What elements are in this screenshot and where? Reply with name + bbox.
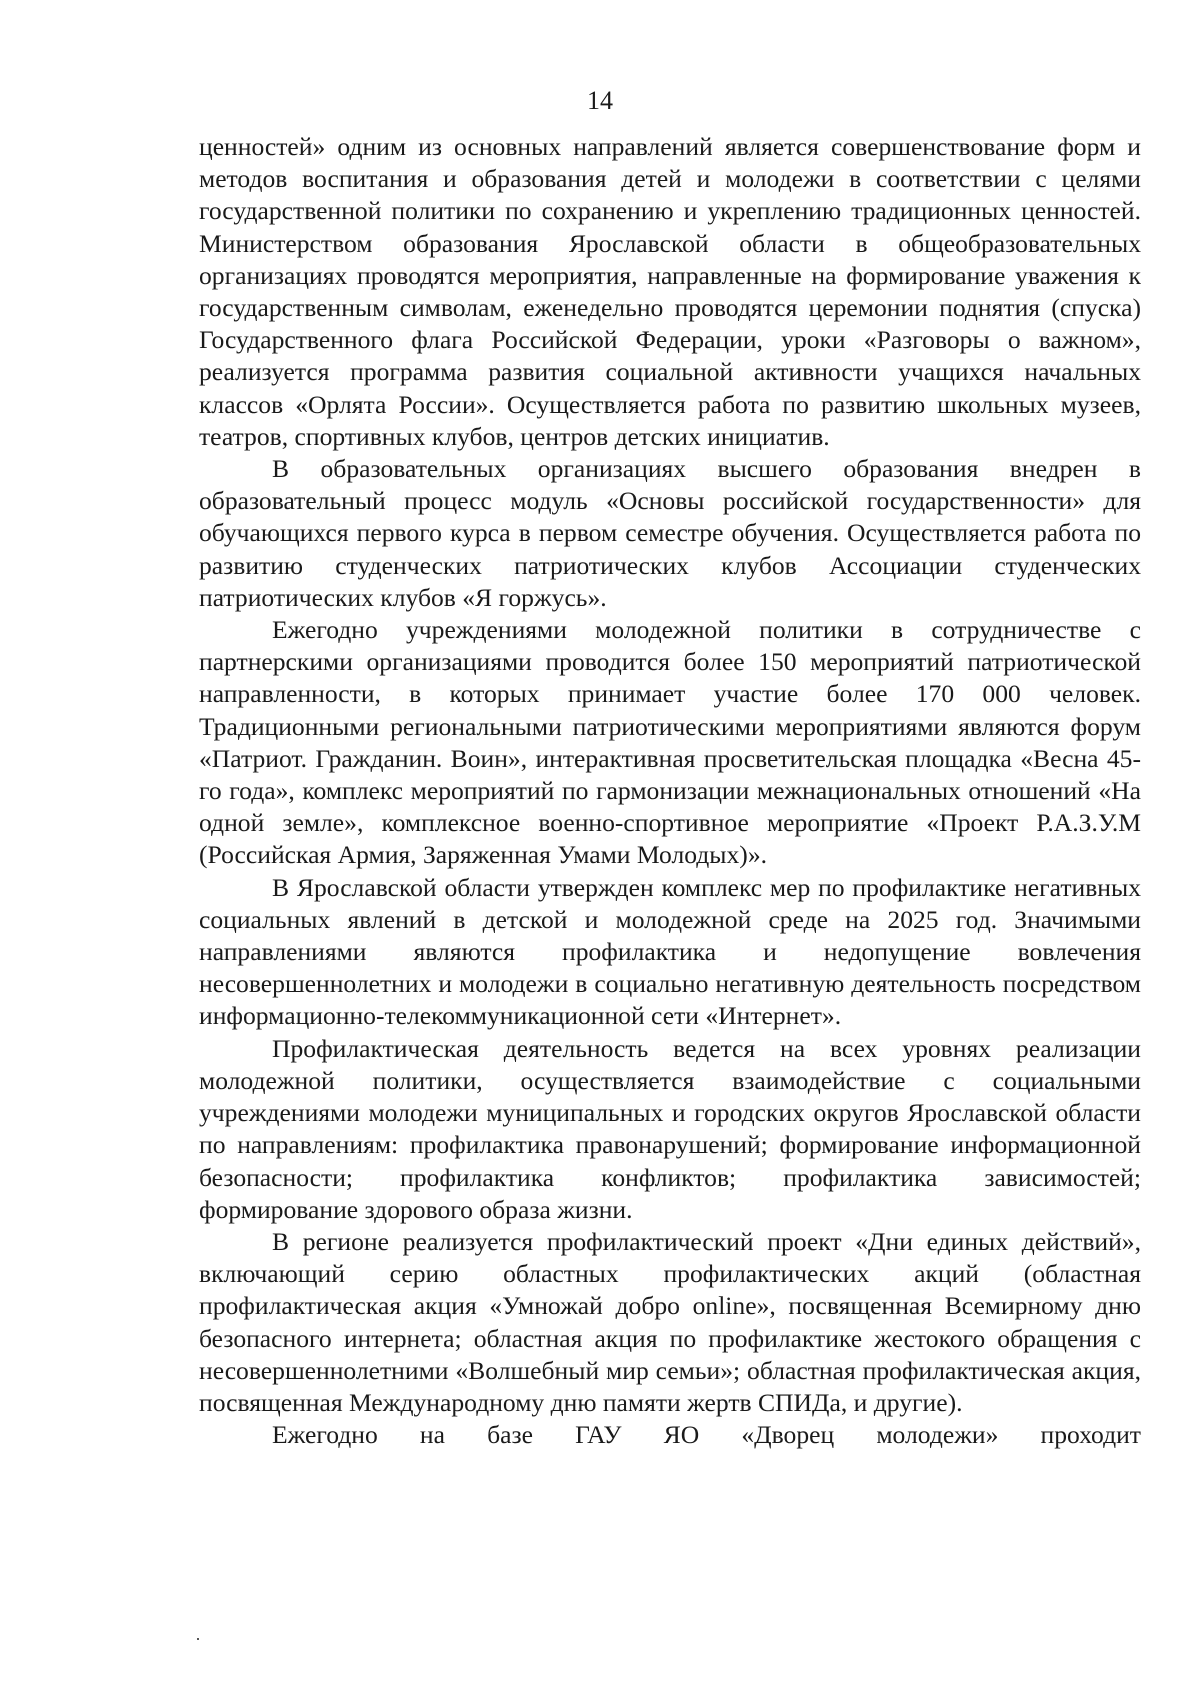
document-body [199,131,1141,1451]
paragraph-higher-education: В образовательных организациях высшего образования внедрен в образовательный процесс модуль «Основы российской государственности» для обучающихся первого курса в первом семестре обучения. Осуществляется работа по развитию студенческих патриотических клубов Ассоциации студенческих патриотических клубов «Я горжусь». [199,454,1141,612]
page-number: 14 [587,86,613,115]
scan-speck [197,1638,199,1640]
paragraph-youth-palace: Ежегодно на базе ГАУ ЯО «Дворец молодежи» проходит [272,1420,1141,1450]
paragraph-prevention-measures: В Ярославской области утвержден комплекс мер по профилактике негативных социальных явлений в детской и молодежной среде на 2025 год. Значимыми направлениями являются профилактика и недопущение вовлечения несовершеннолетних и молодежи в социально негативную деятельность посредством информационно-телекоммуникационной сети «Интернет». [199,872,1141,1031]
paragraph-continuation: ценностей» одним из основных направлений является совершенствование форм и методов воспитания и образования детей и молодежи в соответствии с целями государственной политики по сохранению и укреплению традиционных ценностей. Министерством образования Ярославской области в общеобразовательных организациях проводятся мероприятия, направленные на формирование уважения к государственным символам, еженедельно проводятся церемонии поднятия (спуска) Государственного флага Российской Федерации, уроки «Разговоры о важном», реализуется программа развития социальной активности учащихся начальных классов «Орлята России». Осуществляется работа по развитию школьных музеев, театров, спортивных клубов, центров детских инициатив. [199,132,1141,451]
paragraph-patriotic-events: Ежегодно учреждениями молодежной политики в сотрудничестве с партнерскими организациями проводится более 150 мероприятий патриотической направленности, в которых принимает участие более 170 000 человек. Традиционными региональными патриотическими мероприятиями являются форум «Патриот. Гражданин. Воин», интерактивная просветительская площадка «Весна 45-го года», комплекс мероприятий по гармонизации межнациональных отношений «На одной земле», комплексное военно-спортивное мероприятие «Проект Р.А.З.У.М (Российская Армия, Заряженная Умами Молодых)». [199,615,1141,870]
paragraph-unified-action-days: В регионе реализуется профилактический проект «Дни единых действий», включающий серию областных профилактических акций (областная профилактическая акция «Умножай добро online», посвященная Всемирному дню безопасного интернета; областная акция по профилактике жестокого обращения с несовершеннолетними «Волшебный мир семьи»; областная профилактическая акция, посвященная Международному дню памяти жертв СПИДа, и другие). [199,1226,1141,1417]
paragraph-prevention-activity: Профилактическая деятельность ведется на всех уровнях реализации молодежной политики, осуществляется взаимодействие с социальными учреждениями молодежи муниципальных и городских округов Ярославской области по направлениям: профилактика правонарушений; формирование информационной безопасности; профилактика конфликтов; профилактика зависимостей; формирование здорового образа жизни. [199,1033,1141,1224]
